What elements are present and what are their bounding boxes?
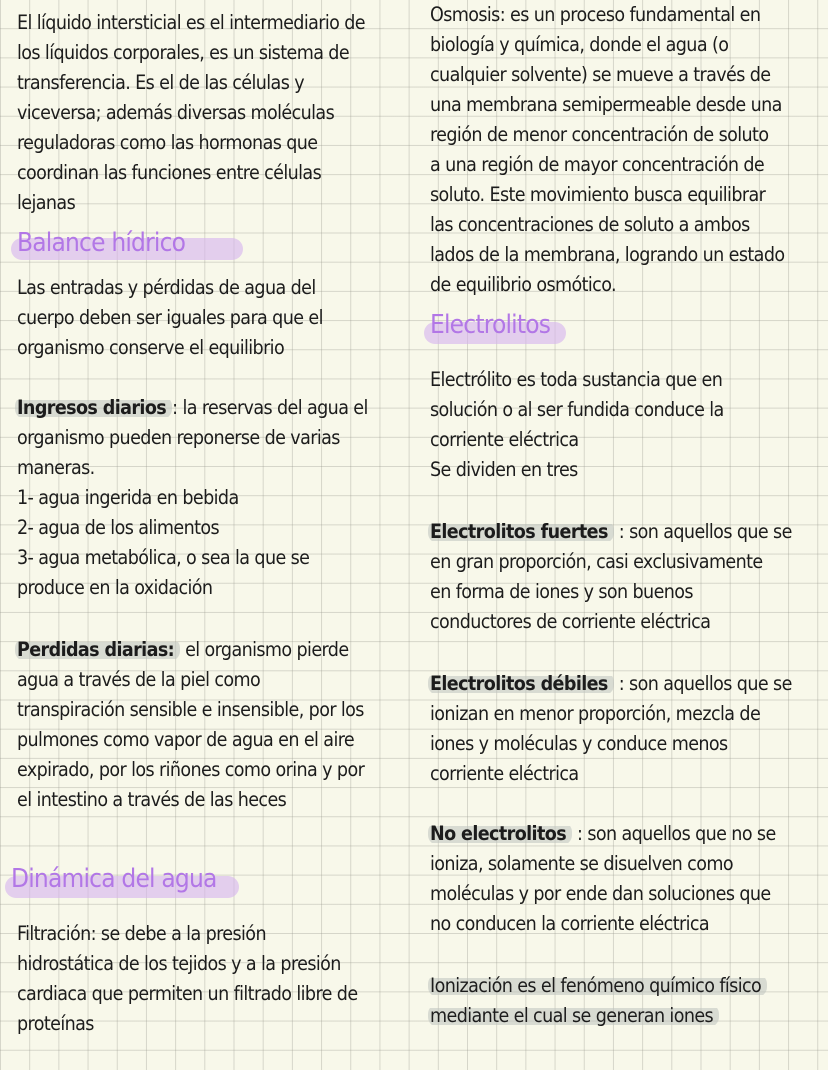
perdidas-rest: el organismo pierde	[180, 638, 349, 661]
ingresos-rest: : la reservas del agua el	[172, 396, 368, 419]
electrolito-def-line: solución o al ser fundida conduce la	[430, 398, 724, 421]
filtracion-line: cardiaca que permiten un filtrado libre de	[17, 982, 358, 1005]
ingresos-line: organismo pueden reponerse de varias	[17, 426, 340, 449]
no-electrolitos-line: ioniza, solamente se disuelven como	[430, 852, 733, 875]
term-electrolitos-fuertes: Electrolitos fuertes	[428, 520, 614, 543]
intro-line: lejanas	[17, 191, 76, 214]
no-electrolitos-line: moléculas y por ende dan soluciones que	[430, 882, 771, 905]
ingresos-line: produce en la oxidación	[17, 576, 213, 599]
osmosis-line: de equilibrio osmótico.	[430, 273, 616, 296]
ingresos-first-line	[17, 394, 368, 422]
no-electrolitos-rest: : son aquellos que no se	[572, 822, 776, 845]
intro-line: coordinan las funciones entre células	[17, 161, 322, 184]
osmosis-line: región de menor concentración de soluto	[430, 123, 769, 146]
fuertes-line: en forma de iones y son buenos	[430, 580, 693, 603]
intro-line: viceversa; además diversas moléculas	[17, 101, 335, 124]
perdidas-line: transpiración sensible e insensible, por los	[17, 698, 364, 721]
ingresos-line: 1- agua ingerida en bebida	[17, 486, 239, 509]
perdidas-line: el intestino a través de las heces	[17, 788, 287, 811]
filtracion-line: Filtración: se debe a la presión	[17, 922, 266, 945]
electrolito-def-line: corriente eléctrica	[430, 428, 579, 451]
debiles-line: corriente eléctrica	[430, 762, 579, 785]
heading-text: Dinámica del agua	[11, 864, 217, 894]
intro-line: transferencia. Es el de las células y	[17, 71, 305, 94]
term-perdidas-diarias: Perdidas diarias:	[15, 638, 180, 661]
intro-line: los líquidos corporales, es un sistema de	[17, 41, 350, 64]
fuertes-line: conductores de corriente eléctrica	[430, 610, 711, 633]
osmosis-line: cualquier solvente) se mueve a través de	[430, 63, 771, 86]
no-electrolitos-first-line	[430, 820, 776, 848]
perdidas-first-line	[17, 636, 349, 664]
ionizacion-text: Ionización es el fenómeno químico físico	[428, 974, 767, 997]
term-electrolitos-debiles: Electrolitos débiles	[428, 672, 614, 695]
ingresos-line: 3- agua metabólica, o sea la que se	[17, 546, 310, 569]
osmosis-line: biología y química, donde el agua (o	[430, 33, 729, 56]
perdidas-line: pulmones como vapor de agua en el aire	[17, 728, 355, 751]
debiles-line: ionizan en menor proporción, mezcla de	[430, 702, 761, 725]
debiles-line: iones y moléculas y conduce menos	[430, 732, 728, 755]
heading-text: Balance hídrico	[17, 228, 186, 258]
fuertes-line: en gran proporción, casi exclusivamente	[430, 550, 763, 573]
debiles-rest: : son aquellos que se	[613, 672, 792, 695]
fuertes-rest: : son aquellos que se	[613, 520, 792, 543]
osmosis-line: Osmosis: es un proceso fundamental en	[430, 3, 761, 26]
electrolito-def-line: Se dividen en tres	[430, 458, 578, 481]
balance-line: organismo conserve el equilibrio	[17, 336, 285, 359]
heading-balance-hidrico	[17, 226, 185, 260]
osmosis-line: a una región de mayor concentración de	[430, 153, 765, 176]
debiles-first-line	[430, 670, 792, 698]
filtracion-line: hidrostática de los tejidos y a la presión	[17, 952, 341, 975]
filtracion-line: proteínas	[17, 1012, 94, 1035]
osmosis-line: una membrana semipermeable desde una	[430, 93, 782, 116]
balance-line: cuerpo deben ser iguales para que el	[17, 306, 323, 329]
intro-line: reguladoras como las hormonas que	[17, 131, 318, 154]
balance-line: Las entradas y pérdidas de agua del	[17, 276, 316, 299]
term-no-electrolitos: No electrolitos	[428, 822, 572, 845]
electrolito-def-line: Electrólito es toda sustancia que en	[430, 368, 723, 391]
perdidas-line: agua a través de la piel como	[17, 668, 261, 691]
heading-dinamica-del-agua	[11, 862, 217, 896]
ionizacion-text: mediante el cual se generan iones	[428, 1004, 719, 1027]
perdidas-line: expirado, por los riñones como orina y por	[17, 758, 365, 781]
heading-text: Electrolitos	[430, 310, 551, 340]
ingresos-line: maneras.	[17, 456, 95, 479]
osmosis-line: soluto. Este movimiento busca equilibrar	[430, 183, 766, 206]
ionizacion-line	[430, 972, 767, 1000]
term-ingresos-diarios: Ingresos diarios	[15, 396, 172, 419]
no-electrolitos-line: no conducen la corriente eléctrica	[430, 912, 710, 935]
fuertes-first-line	[430, 518, 792, 546]
ingresos-line: 2- agua de los alimentos	[17, 516, 220, 539]
intro-line: El líquido intersticial es el intermediario de	[17, 11, 365, 34]
heading-electrolitos	[430, 308, 550, 342]
ionizacion-line	[430, 1002, 719, 1030]
osmosis-line: las concentraciones de soluto a ambos	[430, 213, 750, 236]
osmosis-line: lados de la membrana, logrando un estado	[430, 243, 785, 266]
